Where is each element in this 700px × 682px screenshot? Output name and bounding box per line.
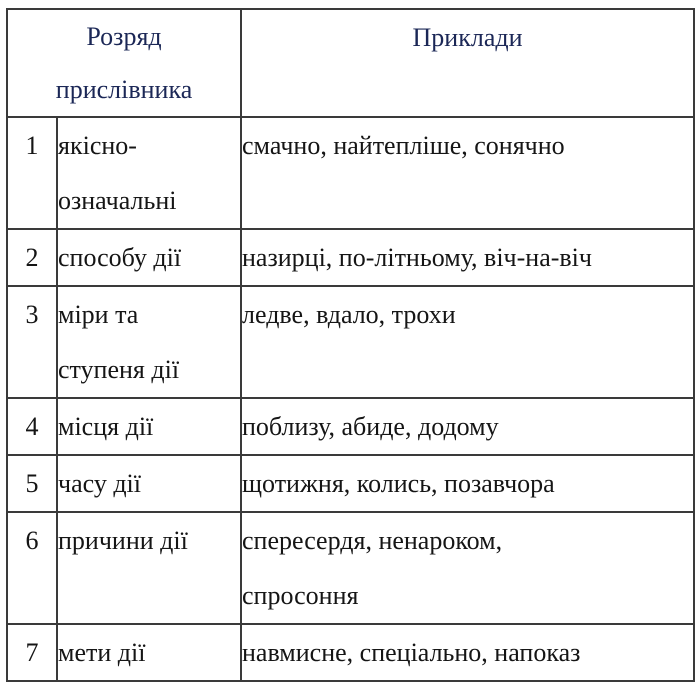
examples-line: ледве, вдало, трохи bbox=[242, 300, 456, 329]
category-name-line: якісно- bbox=[58, 131, 137, 160]
row-number: 4 bbox=[7, 398, 57, 455]
examples-line: назирці, по-літньому, віч-на-віч bbox=[242, 243, 592, 272]
examples-line: навмисне, спеціально, напоказ bbox=[242, 638, 581, 667]
table-row bbox=[7, 286, 694, 398]
category-name-line: причини дії bbox=[58, 526, 188, 555]
examples-cell bbox=[241, 512, 694, 624]
category-name-line: мети дії bbox=[58, 638, 146, 667]
category-name-line: міри та bbox=[58, 300, 139, 329]
examples-cell bbox=[241, 398, 694, 455]
table-row bbox=[7, 624, 694, 681]
header-category bbox=[7, 9, 241, 117]
category-name bbox=[57, 117, 241, 229]
category-name-line: часу дії bbox=[58, 469, 141, 498]
category-name bbox=[57, 229, 241, 286]
header-examples: Приклади bbox=[241, 9, 694, 117]
category-name-line: ступеня дії bbox=[58, 355, 180, 384]
examples-line: смачно, найтепліше, сонячно bbox=[242, 131, 565, 160]
header-row bbox=[7, 9, 694, 117]
header-category-line2: прислівника bbox=[55, 75, 193, 104]
table-row bbox=[7, 455, 694, 512]
adverb-categories-table bbox=[6, 8, 695, 682]
examples-cell bbox=[241, 624, 694, 681]
category-name-line: способу дії bbox=[58, 243, 182, 272]
row-number: 5 bbox=[7, 455, 57, 512]
row-number: 7 bbox=[7, 624, 57, 681]
category-name-line: місця дії bbox=[58, 412, 154, 441]
table-row bbox=[7, 398, 694, 455]
category-name bbox=[57, 455, 241, 512]
table-row bbox=[7, 229, 694, 286]
category-name bbox=[57, 398, 241, 455]
examples-line: спросоння bbox=[242, 581, 359, 610]
examples-cell bbox=[241, 286, 694, 398]
examples-cell bbox=[241, 455, 694, 512]
table-row bbox=[7, 117, 694, 229]
examples-cell bbox=[241, 117, 694, 229]
category-name bbox=[57, 286, 241, 398]
examples-line: поблизу, абиде, додому bbox=[242, 412, 499, 441]
category-name bbox=[57, 624, 241, 681]
category-name bbox=[57, 512, 241, 624]
row-number: 1 bbox=[7, 117, 57, 229]
row-number: 2 bbox=[7, 229, 57, 286]
header-category-line1: Розряд bbox=[86, 22, 162, 51]
examples-cell bbox=[241, 229, 694, 286]
table-row bbox=[7, 512, 694, 624]
row-number: 3 bbox=[7, 286, 57, 398]
examples-line: спересердя, ненароком, bbox=[242, 526, 503, 555]
category-name-line: означальні bbox=[58, 186, 177, 215]
row-number: 6 bbox=[7, 512, 57, 624]
examples-line: щотижня, колись, позавчора bbox=[242, 469, 555, 498]
